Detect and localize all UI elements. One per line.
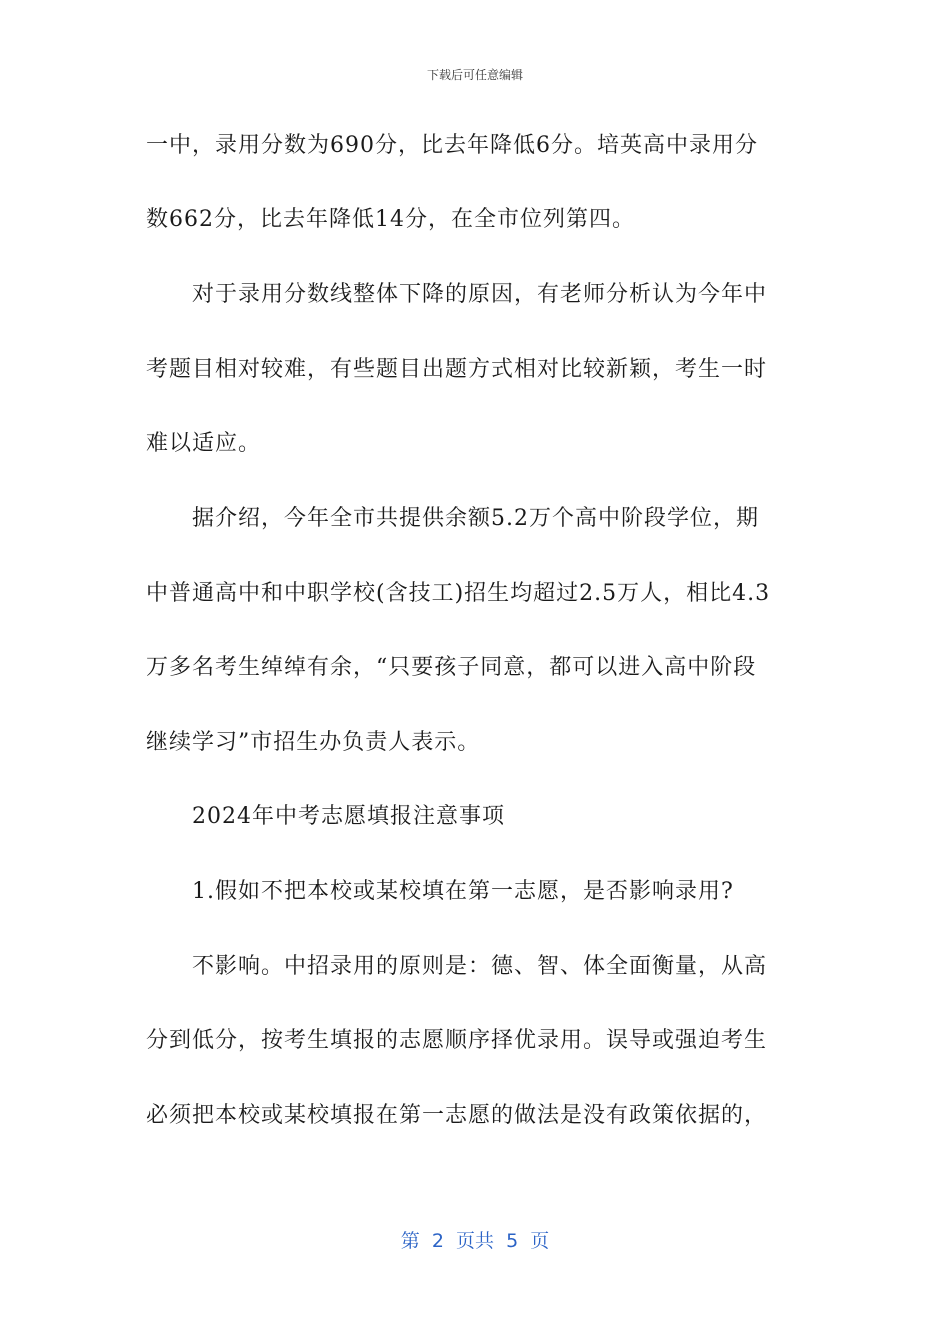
text-line: 万多名考生绰绰有余，“只要孩子同意，都可以进入高中阶段: [146, 655, 757, 680]
paragraph-first-line: 不影响。中招录用的原则是：德、智、体全面衡量，从高: [192, 954, 768, 979]
text-line: 必须把本校或某校填报在第一志愿的做法是没有政策依据的，: [146, 1103, 768, 1128]
header-note: 下载后可任意编辑: [426, 68, 523, 82]
section-heading: 2024年中考志愿填报注意事项: [192, 804, 505, 829]
text-line: 继续学习”市招生办负责人表示。: [146, 730, 481, 755]
text-line: 分到低分，按考生填报的志愿顺序择优录用。误导或强迫考生: [146, 1028, 768, 1053]
paragraph-first-line: 据介绍，今年全市共提供余额5.2万个高中阶段学位，期: [192, 506, 759, 531]
paragraph-first-line: 对于录用分数线整体下降的原因，有老师分析认为今年中: [192, 282, 768, 307]
text-line: 考题目相对较难，有些题目出题方式相对比较新颖，考生一时: [146, 357, 768, 382]
text-line: 数662分，比去年降低14分，在全市位列第四。: [146, 207, 635, 232]
text-line: 一中，录用分数为690分，比去年降低6分。培英高中录用分: [146, 133, 758, 158]
question-heading: 1.假如不把本校或某校填在第一志愿，是否影响录用?: [192, 879, 734, 904]
text-line: 难以适应。: [146, 431, 262, 456]
text-line: 中普通高中和中职学校(含技工)招生均超过2.5万人，相比4.3: [146, 581, 771, 606]
page-number: 第 2 页共 5 页: [400, 1230, 550, 1252]
